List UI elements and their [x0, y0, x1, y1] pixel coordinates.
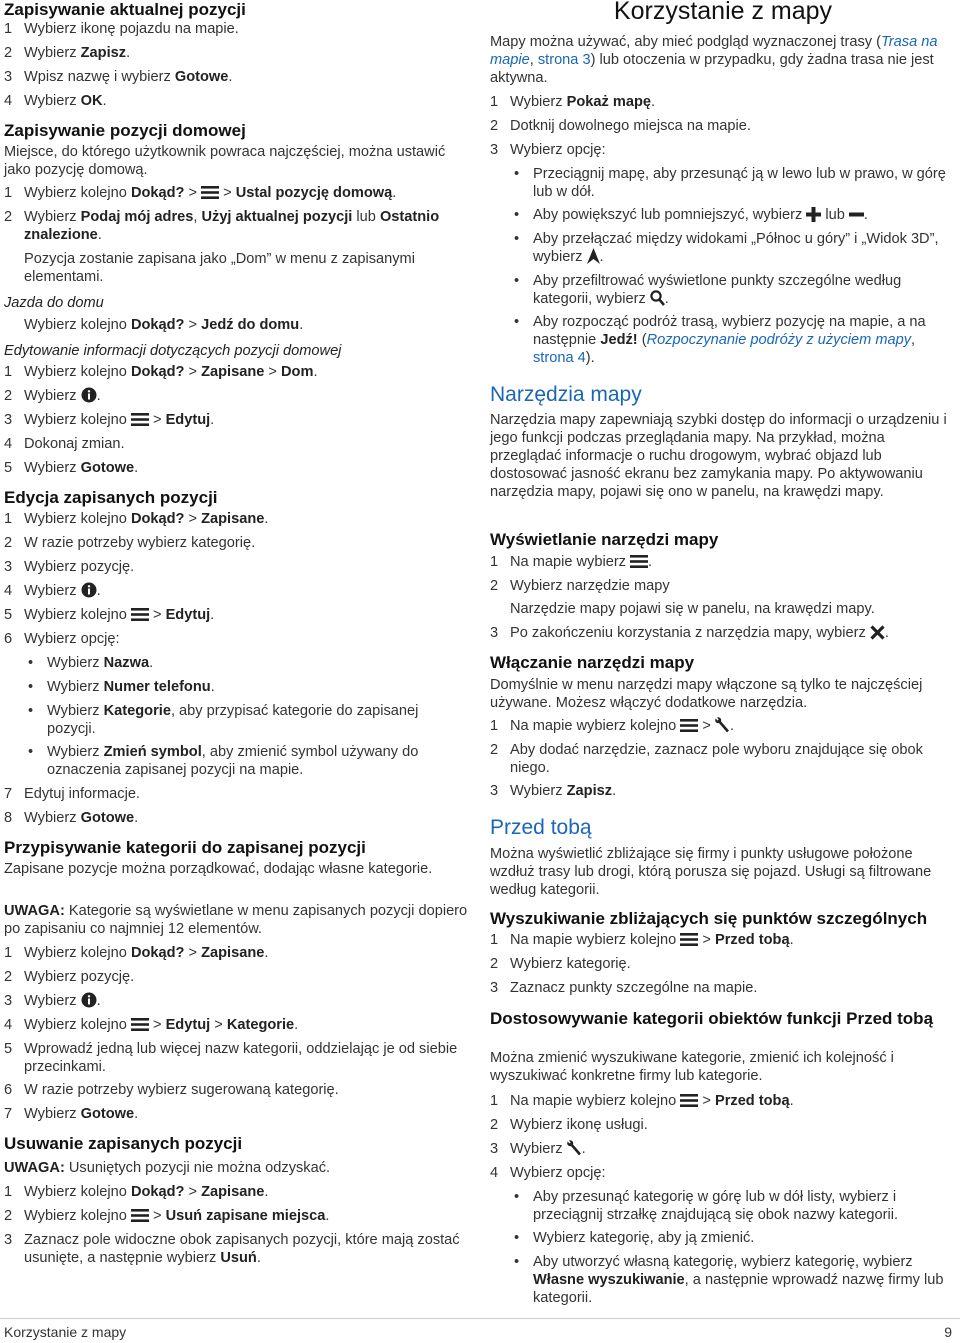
step: 2 Wybierz . — [4, 387, 470, 408]
step: Wybierz kolejno Dokąd? > Jedź do domu. — [24, 317, 304, 333]
paragraph: Mapy można używać, aby mieć podgląd wyznaczonej trasy (Trasa na mapie, strona 3) lub otoczenia w przypadku, gdy żadna trasa nie jest aktywna. — [490, 34, 938, 86]
step: 1 Wybierz kolejno Dokąd? > Zapisane > Dom. — [4, 364, 318, 380]
page-title: Korzystanie z mapy — [613, 0, 833, 25]
heading-view-tools: Wyświetlanie narzędzi mapy — [490, 530, 719, 549]
step: 1 Wybierz kolejno Dokąd? > > Ustal pozycję domową. — [4, 184, 470, 205]
bullet-item: • Aby powiększyć lub pomniejszyć, wybierz lub . — [490, 206, 956, 227]
paragraph: Zapisane pozycje można porządkować, dodając własne kategorie. — [4, 861, 433, 877]
bullet-item: • Wybierz Kategorie, aby przypisać kategorie do zapisanej pozycji. — [28, 703, 419, 737]
step: 1 Wybierz Pokaż mapę. — [490, 94, 656, 110]
note: UWAGA: Kategorie są wyświetlane w menu zapisanych pozycji dopiero po zapisaniu co najmniej 12 elementów. — [4, 903, 468, 937]
footer-divider — [0, 1318, 960, 1319]
menu-icon — [680, 718, 698, 738]
step: 2 Wybierz ikonę usługi. — [490, 1117, 648, 1133]
result-text: Narzędzie mapy pojawi się w panelu, na krawędzi mapy. — [510, 601, 875, 617]
step: 1 Na mapie wybierz kolejno > Przed tobą. — [490, 931, 956, 952]
step: 7 Edytuj informacje. — [4, 786, 140, 802]
step: 3 Wybierz . — [4, 992, 470, 1013]
paragraph: Narzędzia mapy zapewniają szybki dostęp do informacji o urządzeniu i jego funkcji podczas przeglądania mapy. Na przykład, można przeglądać informacje o ruchu drogowym, wybrać objazd lub dostosować jasność ekranu bez zamykania mapy. Po aktywowaniu narzędzia mapy, pojawi się ono w panelu, na krawędzi mapy. — [490, 412, 947, 500]
bullet-item: • Wybierz kategorię, aby ją zmienić. — [514, 1230, 755, 1246]
search-icon — [650, 290, 665, 311]
step: 1 Wybierz ikonę pojazdu na mapie. — [4, 21, 239, 37]
step: 4 Wybierz kolejno > Edytuj > Kategorie. — [4, 1016, 470, 1037]
step: 1 Wybierz kolejno Dokąd? > Zapisane. — [4, 1184, 269, 1200]
paragraph: Domyślnie w menu narzędzi mapy włączone są tylko te najczęściej używane. Możesz włączyć dodatkowe narzędzia. — [490, 677, 923, 711]
close-x-icon — [870, 625, 885, 645]
bullet-item: • Aby rozpocząć podróż trasą, wybierz pozycję na mapie, a na następnie Jedź! (Rozpoczynanie podróży z użyciem mapy, strona 4). — [514, 314, 926, 366]
paragraph: Miejsce, do którego użytkownik powraca najczęściej, można ustawić jako pozycję domową. — [4, 144, 446, 178]
bullet-item: • Aby przełączać między widokami „Północ u góry” i „Widok 3D”, wybierz . — [490, 230, 956, 269]
footer — [4, 1324, 952, 1340]
bullet-item: • Aby utworzyć własną kategorię, wybierz kategorię, wybierz Własne wyszukiwanie, a następnie wprowadź nazwę firmy lub kategorii. — [514, 1254, 944, 1306]
step: 2 W razie potrzeby wybierz kategorię. — [4, 535, 256, 551]
menu-icon — [201, 185, 219, 205]
menu-icon — [131, 1017, 149, 1037]
link[interactable]: strona 4 — [533, 350, 586, 366]
info-icon — [81, 387, 97, 408]
wrench-icon — [567, 1140, 582, 1161]
step: 2 Wybierz kolejno > Usuń zapisane miejsca. — [4, 1207, 470, 1228]
link[interactable]: Trasa na mapie — [490, 34, 938, 68]
step: 3 Wybierz pozycję. — [4, 559, 135, 575]
step: 5 Wprowadź jedną lub więcej nazw kategorii, oddzielając je od siebie przecinkami. — [4, 1041, 458, 1075]
menu-icon — [680, 932, 698, 952]
heading-enable-tools: Włączanie narzędzi mapy — [490, 653, 695, 672]
step: 1 Na mapie wybierz kolejno > Przed tobą. — [490, 1092, 956, 1113]
step: 4 Wybierz OK. — [4, 93, 107, 109]
bullet-item: • Aby przefiltrować wyświetlone punkty szczególne według kategorii, wybierz . — [490, 272, 956, 311]
step: 5 Wybierz kolejno > Edytuj. — [4, 606, 470, 627]
menu-icon — [131, 607, 149, 627]
info-icon — [81, 582, 97, 603]
step: 6 W razie potrzeby wybierz sugerowaną kategorię. — [4, 1082, 339, 1098]
link[interactable]: strona 3 — [537, 52, 591, 68]
step: 1 Na mapie wybierz . — [490, 553, 956, 574]
step: 3 Wybierz opcję: — [490, 142, 606, 158]
bullet-item: • Aby przesunąć kategorię w górę lub w dół listy, wybierz i przeciągnij strzałkę znajdującą się obok nazwy kategorii. — [514, 1189, 899, 1223]
heading-search-ahead: Wyszukiwanie zbliżających się punktów szczególnych — [490, 909, 928, 928]
heading-save-current: Zapisywanie aktualnej pozycji — [4, 0, 246, 19]
result-text: Pozycja zostanie zapisana jako „Dom” w menu z zapisanymi elementami. — [24, 251, 415, 285]
step: 4 Wybierz opcję: — [490, 1165, 606, 1181]
bullet-item: • Wybierz Zmień symbol, aby zmienić symbol używany do oznaczenia zapisanej pozycji na mapie. — [28, 744, 419, 778]
step: 2 Wybierz Podaj mój adres, Użyj aktualnej pozycji lub Ostatnio znalezione. — [4, 209, 440, 243]
step: 3 Zaznacz pole widoczne obok zapisanych pozycji, które mają zostać usunięte, a następnie wybierz Usuń. — [4, 1232, 460, 1266]
step: 3 Wybierz kolejno > Edytuj. — [4, 411, 470, 432]
menu-icon — [680, 1093, 698, 1113]
step: 2 Dotknij dowolnego miejsca na mapie. — [490, 118, 751, 134]
heading-edit-saved: Edycja zapisanych pozycji — [4, 488, 218, 507]
heading-ahead: Przed tobą — [490, 816, 592, 839]
compass-arrow-icon — [587, 248, 600, 269]
step: 3 Po zakończeniu korzystania z narzędzia mapy, wybierz . — [490, 624, 956, 645]
menu-icon — [131, 412, 149, 432]
step: 6 Wybierz opcję: — [4, 631, 120, 647]
step: 7 Wybierz Gotowe. — [4, 1106, 139, 1122]
step: 3 Zaznacz punkty szczególne na mapie. — [490, 980, 758, 996]
menu-icon — [131, 1208, 149, 1228]
step: 2 Wybierz Zapisz. — [4, 45, 131, 61]
step: 1 Na mapie wybierz kolejno > . — [490, 717, 956, 738]
step: 2 Wybierz narzędzie mapy — [490, 578, 670, 594]
heading-edit-home: Edytowanie informacji dotyczących pozycji domowej — [4, 343, 342, 359]
heading-go-home: Jazda do domu — [4, 295, 104, 311]
page-number: 9 — [944, 1324, 952, 1340]
paragraph: Można wyświetlić zbliżające się firmy i punkty usługowe położone wzdłuż trasy lub drogi, którą porusza się pojazd. Usługi są filtrowane według kategorii. — [490, 846, 932, 898]
heading-assign-category: Przypisywanie kategorii do zapisanej pozycji — [4, 838, 366, 857]
bullet-item: • Przeciągnij mapę, aby przesunąć ją w lewo lub w prawo, w górę lub w dół. — [514, 166, 946, 200]
step: 4 Dokonaj zmian. — [4, 436, 125, 452]
info-icon — [81, 992, 97, 1013]
footer-section-title: Korzystanie z mapy — [4, 1324, 127, 1340]
step: 3 Wpisz nazwę i wybierz Gotowe. — [4, 69, 233, 85]
step: 2 Wybierz kategorię. — [490, 956, 631, 972]
note: UWAGA: Usuniętych pozycji nie można odzyskać. — [4, 1160, 331, 1176]
heading-delete-saved: Usuwanie zapisanych pozycji — [4, 1134, 243, 1153]
step: 2 Aby dodać narzędzie, zaznacz pole wyboru znajdujące się obok niego. — [490, 742, 923, 776]
step: 4 Wybierz . — [4, 582, 470, 603]
minus-icon — [849, 207, 864, 227]
step: 1 Wybierz kolejno Dokąd? > Zapisane. — [4, 511, 269, 527]
step: 1 Wybierz kolejno Dokąd? > Zapisane. — [4, 945, 269, 961]
link[interactable]: Rozpoczynanie podróży z użyciem mapy — [646, 332, 912, 348]
bullet-item: • Wybierz Numer telefonu. — [28, 679, 215, 695]
step: 3 Wybierz Zapisz. — [490, 783, 617, 799]
step: 2 Wybierz pozycję. — [4, 969, 135, 985]
menu-icon — [630, 554, 648, 574]
plus-icon — [806, 207, 821, 227]
step: 3 Wybierz . — [490, 1140, 956, 1161]
bullet-item: • Wybierz Nazwa. — [28, 655, 154, 671]
heading-save-home: Zapisywanie pozycji domowej — [4, 121, 246, 140]
step: 5 Wybierz Gotowe. — [4, 460, 139, 476]
step: 8 Wybierz Gotowe. — [4, 810, 139, 826]
wrench-icon — [715, 717, 730, 738]
heading-map-tools: Narzędzia mapy — [490, 383, 642, 406]
paragraph: Można zmienić wyszukiwane kategorie, zmienić ich kolejność i wyszukiwać konkretne firmy lub kategorie. — [490, 1050, 894, 1084]
heading-customize-ahead: Dostosowywanie kategorii obiektów funkcji Przed tobą — [490, 1009, 934, 1028]
